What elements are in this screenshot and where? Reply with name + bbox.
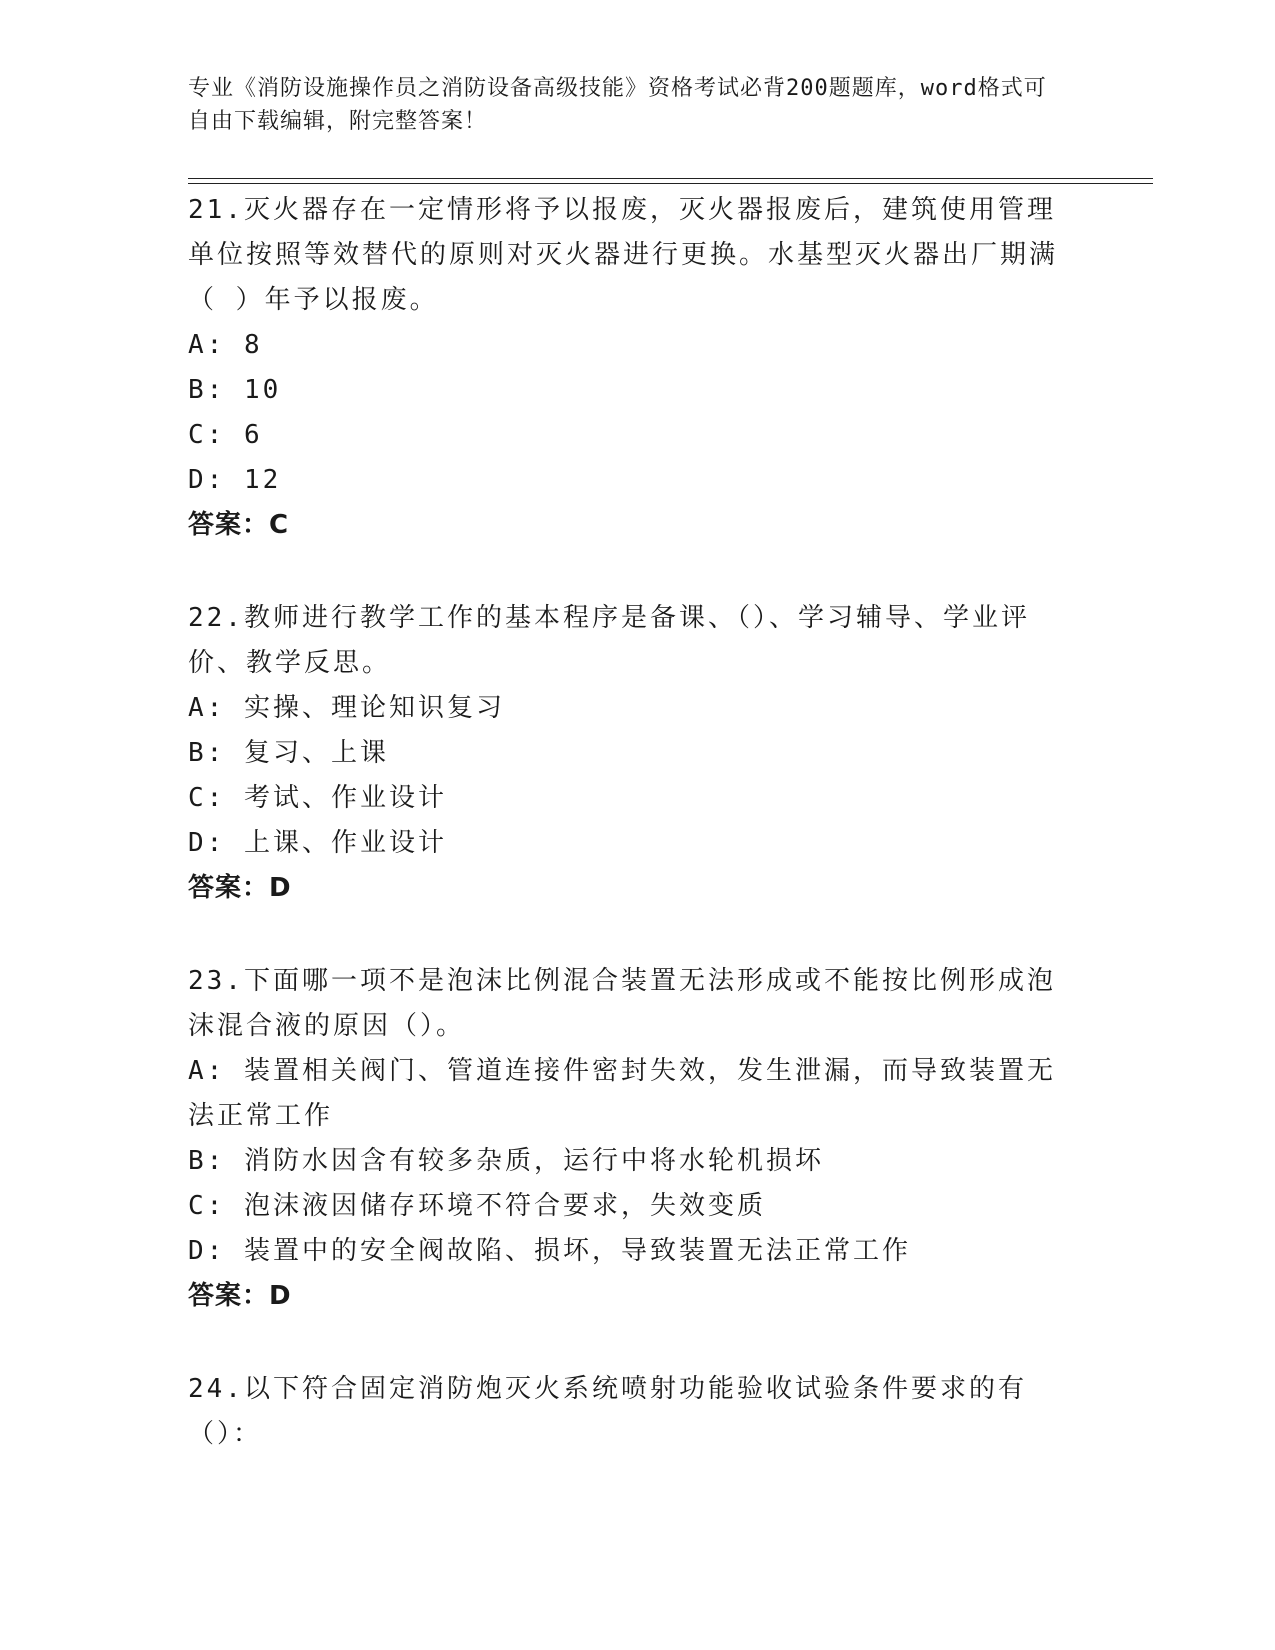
option-d: D: 装置中的安全阀故陷、损坏，导致装置无法正常工作	[188, 1236, 911, 1266]
option-b: B: 10	[188, 375, 282, 405]
question-stem: 21.灭火器存在一定情形将予以报废，灭火器报废后，建筑使用管理单位按照等效替代的原则对灭火器进行更换。水基型灭火器出厂期满（ ）年予以报废。	[188, 195, 1059, 315]
option-d: D: 上课、作业设计	[188, 828, 447, 858]
document-header: 专业《消防设施操作员之消防设备高级技能》资格考试必背200题题库，word格式可自由下载编辑，附完整答案！	[188, 76, 1047, 134]
option-b: B: 复习、上课	[188, 738, 389, 768]
answer: 答案：C	[188, 510, 290, 540]
question-list	[188, 188, 1068, 1505]
option-c: C: 考试、作业设计	[188, 783, 447, 813]
header-divider-top	[188, 178, 1153, 179]
option-a: A: 装置相关阀门、管道连接件密封失效，发生泄漏，而导致装置无法正常工作	[188, 1056, 1056, 1131]
answer: 答案：D	[188, 873, 292, 903]
question-stem: 24.以下符合固定消防炮灭火系统喷射功能验收试验条件要求的有（）：	[188, 1374, 1027, 1449]
question-stem: 22.教师进行教学工作的基本程序是备课、（）、学习辅导、学业评价、教学反思。	[188, 603, 1030, 678]
question-22	[188, 596, 1068, 911]
option-b: B: 消防水因含有较多杂质，运行中将水轮机损坏	[188, 1146, 824, 1176]
option-c: C: 泡沫液因储存环境不符合要求，失效变质	[188, 1191, 766, 1221]
option-a: A: 8	[188, 330, 263, 360]
header-divider-bottom	[188, 183, 1153, 184]
option-a: A: 实操、理论知识复习	[188, 693, 505, 723]
option-d: D: 12	[188, 465, 282, 495]
question-stem: 23.下面哪一项不是泡沫比例混合装置无法形成或不能按比例形成泡沫混合液的原因（）。	[188, 966, 1056, 1041]
question-21	[188, 188, 1068, 548]
answer: 答案：D	[188, 1281, 292, 1311]
question-24	[188, 1367, 1068, 1457]
question-23	[188, 959, 1068, 1319]
option-c: C: 6	[188, 420, 263, 450]
